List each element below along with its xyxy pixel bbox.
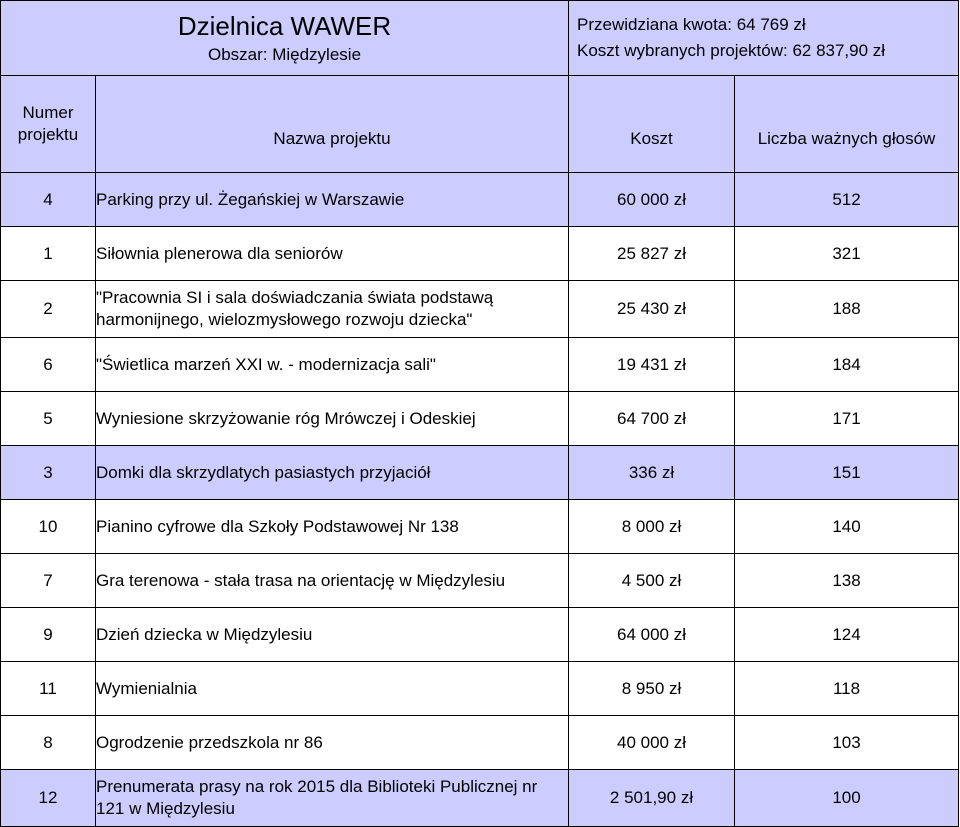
project-votes: 512 — [735, 173, 959, 227]
project-number: 3 — [1, 446, 96, 500]
project-votes: 138 — [735, 554, 959, 608]
district-area: Obszar: Międzylesie — [207, 45, 362, 64]
project-number: 10 — [1, 500, 96, 554]
project-cost: 2 501,90 zł — [569, 770, 735, 827]
column-header-cost: Koszt — [569, 76, 735, 173]
project-number: 8 — [1, 716, 96, 770]
table-row — [1, 173, 959, 227]
project-votes: 321 — [735, 227, 959, 281]
table-row — [1, 392, 959, 446]
table-row — [1, 662, 959, 716]
column-header-votes: Liczba ważnych głosów — [735, 76, 959, 173]
project-number: 1 — [1, 227, 96, 281]
table-row — [1, 500, 959, 554]
project-name: Wyniesione skrzyżowanie róg Mrówczej i Odeskiej — [96, 392, 569, 446]
column-header-row — [1, 76, 959, 173]
column-header-name: Nazwa projektu — [96, 76, 569, 173]
project-name: Siłownia plenerowa dla seniorów — [96, 227, 569, 281]
project-number: 2 — [1, 281, 96, 338]
project-cost: 25 430 zł — [569, 281, 735, 338]
project-votes: 118 — [735, 662, 959, 716]
project-cost: 336 zł — [569, 446, 735, 500]
project-cost: 25 827 zł — [569, 227, 735, 281]
project-number: 5 — [1, 392, 96, 446]
project-cost: 40 000 zł — [569, 716, 735, 770]
district-cell — [1, 1, 569, 76]
selected-projects-cost: Koszt wybranych projektów: 62 837,90 zł — [577, 41, 886, 60]
project-name: "Pracownia SI i sala doświadczania świata podstawą harmonijnego, wielozmysłowego rozwoju dziecka" — [96, 281, 569, 338]
project-votes: 100 — [735, 770, 959, 827]
table-row — [1, 554, 959, 608]
project-name: Pianino cyfrowe dla Szkoły Podstawowej Nr 138 — [96, 500, 569, 554]
project-number: 11 — [1, 662, 96, 716]
project-name: Ogrodzenie przedszkola nr 86 — [96, 716, 569, 770]
project-number: 6 — [1, 338, 96, 392]
table-title-row — [1, 1, 959, 76]
project-cost: 60 000 zł — [569, 173, 735, 227]
table-row — [1, 608, 959, 662]
project-number: 4 — [1, 173, 96, 227]
budget-summary-cell — [569, 1, 959, 76]
district-name: Dzielnica WAWER — [177, 11, 392, 41]
project-name: Prenumerata prasy na rok 2015 dla Biblioteki Publicznej nr 121 w Międzylesiu — [96, 770, 569, 827]
table-row — [1, 281, 959, 338]
table-row — [1, 446, 959, 500]
project-name: "Świetlica marzeń XXI w. - modernizacja sali" — [96, 338, 569, 392]
project-name: Parking przy ul. Żegańskiej w Warszawie — [96, 173, 569, 227]
project-votes: 171 — [735, 392, 959, 446]
table-row — [1, 716, 959, 770]
project-name: Domki dla skrzydlatych pasiastych przyjaciół — [96, 446, 569, 500]
project-number: 12 — [1, 770, 96, 827]
project-votes: 140 — [735, 500, 959, 554]
project-number: 7 — [1, 554, 96, 608]
project-cost: 64 700 zł — [569, 392, 735, 446]
project-votes: 124 — [735, 608, 959, 662]
project-name: Wymienialnia — [96, 662, 569, 716]
project-votes: 188 — [735, 281, 959, 338]
project-votes: 151 — [735, 446, 959, 500]
project-cost: 4 500 zł — [569, 554, 735, 608]
project-name: Dzień dziecka w Międzylesiu — [96, 608, 569, 662]
project-cost: 19 431 zł — [569, 338, 735, 392]
table-row — [1, 227, 959, 281]
table-row — [1, 770, 959, 827]
project-number: 9 — [1, 608, 96, 662]
project-name: Gra terenowa - stała trasa na orientację w Międzylesiu — [96, 554, 569, 608]
project-votes: 103 — [735, 716, 959, 770]
project-votes: 184 — [735, 338, 959, 392]
project-cost: 8 950 zł — [569, 662, 735, 716]
planned-amount: Przewidziana kwota: 64 769 zł — [577, 15, 806, 34]
table-row — [1, 338, 959, 392]
project-cost: 64 000 zł — [569, 608, 735, 662]
column-header-number: Numer projektu — [1, 76, 96, 173]
project-cost: 8 000 zł — [569, 500, 735, 554]
